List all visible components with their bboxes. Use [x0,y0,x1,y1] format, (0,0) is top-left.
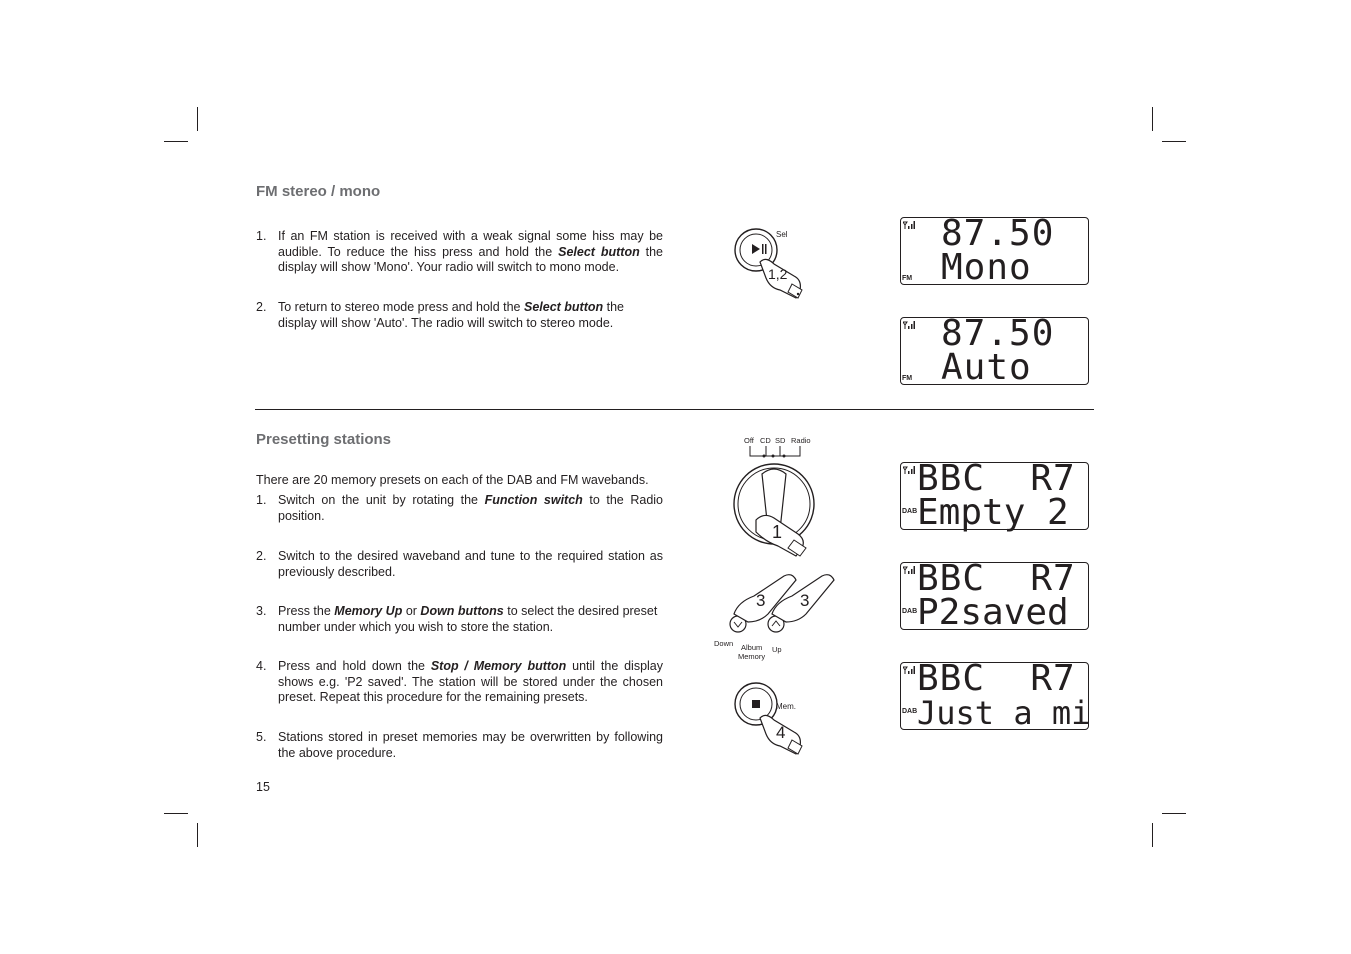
step-emphasis: Select button [523,300,604,314]
select-button-illustration [730,222,825,304]
step-emphasis: Stop / Memory button [430,659,567,673]
step-number: 3. [256,604,267,618]
lcd-display-saved [900,558,1089,633]
step-label: 1,2 [768,266,788,282]
band-indicator: FM [902,375,913,382]
step-number: 2. [256,549,267,563]
switch-label-cd: CD [760,436,771,445]
lcd-line-1: BBC R7 [917,658,1076,699]
lcd-display-empty [900,458,1089,533]
band-indicator: FM [902,275,913,282]
preset-step-5 [256,730,663,761]
step-text: Stations stored in preset memories may be overwritten by following the above procedure. [278,730,663,760]
step-label-left: 3 [756,591,766,610]
fm-step-2 [256,300,663,331]
memory-buttons-illustration [712,566,842,662]
lcd-display-mono [900,213,1089,288]
lcd-display-scrolling [900,658,1091,732]
lcd-line-2: Just a mi [917,694,1091,732]
crop-mark [1162,813,1186,814]
step-label-right: 3 [800,591,810,610]
step-text: or [402,604,421,618]
step-label: 1 [772,522,783,542]
lcd-line-1: BBC R7 [917,458,1076,499]
step-text: the display will show 'Auto'. The radio will switch to stereo mode. [278,300,625,330]
step-number: 2. [256,300,267,314]
signal-icon [903,466,915,474]
crop-mark [1152,823,1153,847]
step-text: Press and hold down the [278,659,431,673]
band-indicator: DAB [902,708,918,715]
lcd-line-1: BBC R7 [917,558,1076,599]
step-text: Switch on the unit by rotating the [278,493,485,507]
switch-label-sd: SD [775,436,786,445]
step-text: If an FM station is received with a weak signal some hiss may be audible. To reduce the hiss press and hold the [278,229,663,259]
down-label: Down [714,639,734,648]
fm-step-1 [256,229,663,276]
crop-mark [197,107,198,131]
switch-label-off: Off [744,436,754,445]
step-text: to select the desired preset number under which you wish to store the station. [278,604,658,634]
step-number: 5. [256,730,267,744]
presets-intro: There are 20 memory presets on each of the DAB and FM wavebands. [256,473,649,487]
step-number: 1. [256,493,267,507]
signal-icon [903,666,915,674]
step-text: the display will show 'Mono'. Your radio will switch to mono mode. [278,244,664,274]
step-number: 4. [256,659,267,673]
album-label: Album [741,643,763,652]
lcd-line-2: Auto [941,347,1032,388]
section-title-presets: Presetting stations [256,431,392,448]
section-divider [255,409,1094,410]
step-number: 1. [256,229,267,243]
step-text: To return to stereo mode press and hold the [278,300,524,314]
step-text: until the display shows e.g. 'P2 saved'. The station will be stored under the chosen preset. Repeat this procedure for the remaining presets. [278,659,664,704]
crop-mark [1152,107,1153,131]
lcd-line-1: 87.50 [941,213,1055,254]
lcd-line-2: Empty 2 [917,492,1069,533]
crop-mark [164,141,188,142]
crop-mark [164,813,188,814]
step-text: Switch to the desired waveband and tune to the required station as previously described. [278,549,663,579]
lcd-display-auto [900,313,1089,388]
section-title-fm: FM stereo / mono [256,183,381,200]
page-number: 15 [256,780,270,794]
switch-label-radio: Radio [791,436,811,445]
signal-icon [903,321,915,329]
signal-icon [903,566,915,574]
crop-mark [197,823,198,847]
band-indicator: DAB [902,608,918,615]
lcd-line-1: 87.50 [941,313,1055,354]
sel-label: Sel [776,230,788,239]
preset-step-4 [256,659,663,706]
step-emphasis: Down buttons [420,604,504,618]
preset-step-3 [256,604,663,635]
lcd-line-2: Mono [941,247,1032,288]
step-emphasis: Select button [558,244,640,259]
signal-icon [903,221,915,229]
step-emphasis: Memory Up [334,604,403,618]
band-indicator: DAB [902,508,918,515]
preset-step-2 [256,549,663,580]
step-label: 4 [776,723,786,742]
preset-step-1 [256,493,663,524]
up-label: Up [772,645,782,654]
step-emphasis: Function switch [484,493,583,507]
step-text: Press the [278,604,335,618]
function-switch-illustration [730,434,830,564]
stop-button-illustration [730,676,825,762]
mem-label: Mem. [776,702,796,711]
lcd-line-2: P2saved [917,592,1069,633]
step-text: to the Radio position. [278,493,663,523]
crop-mark [1162,141,1186,142]
memory-label: Memory [738,652,766,661]
